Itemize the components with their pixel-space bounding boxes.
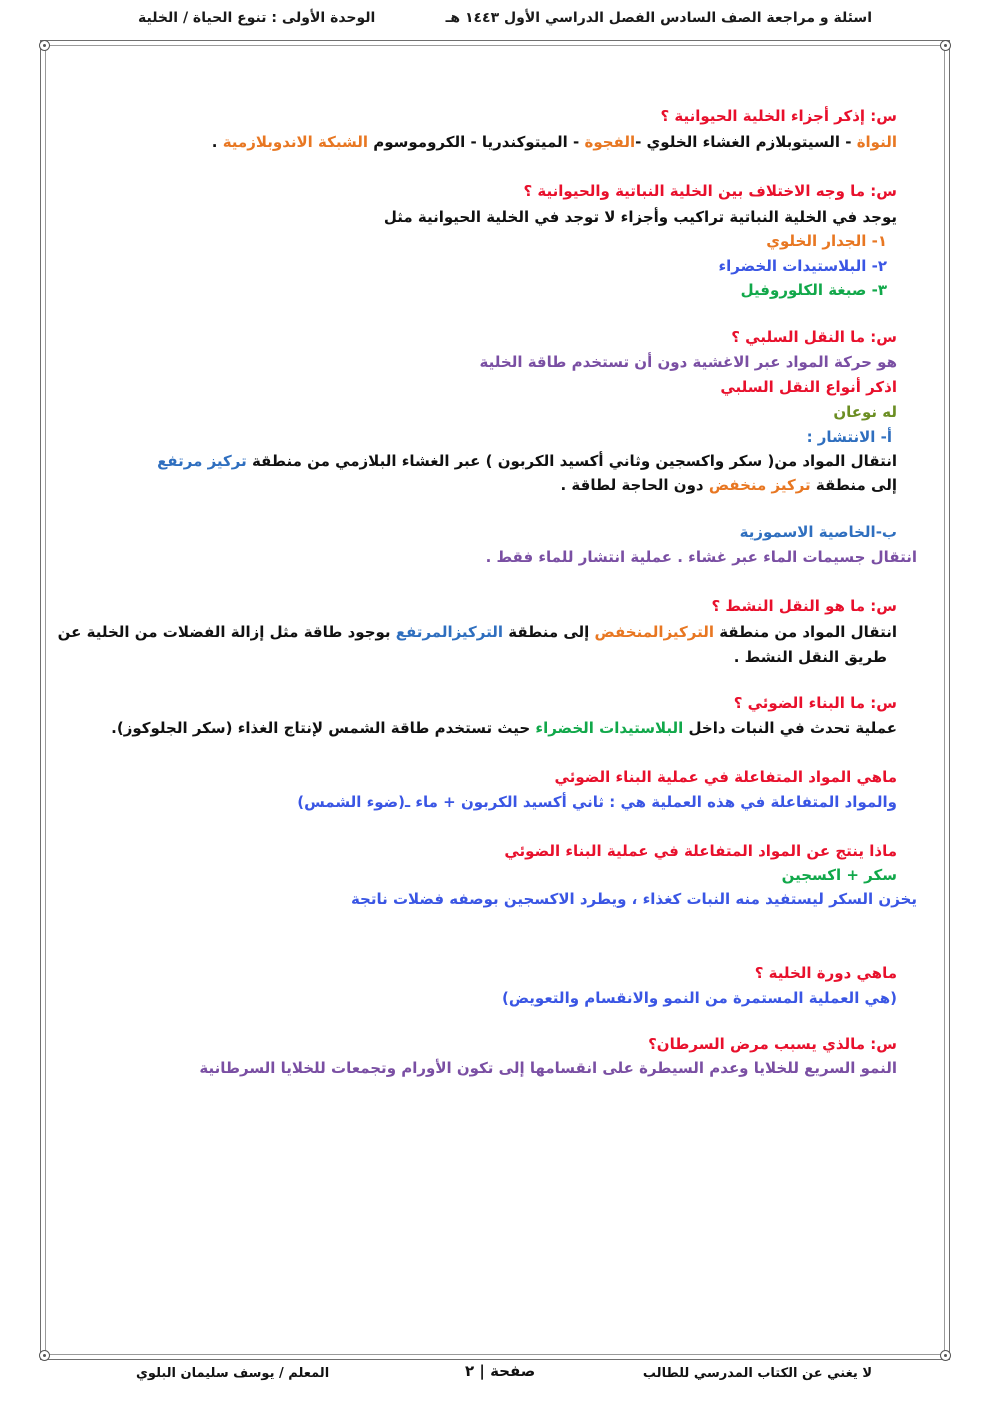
answer-passive-transport: هو حركة المواد عبر الاغشية دون أن تستخدم طاقة الخلية xyxy=(479,353,897,371)
osmosis-definition: انتقال جسيمات الماء عبر غشاء . عملية انتشار للماء فقط . xyxy=(485,548,917,566)
answer-animal-cell-parts xyxy=(212,132,897,152)
diffusion-text: دون الحاجة لطاقة . xyxy=(560,476,709,494)
question-active-transport: س: ما هو النقل النشط ؟ xyxy=(711,597,897,615)
answer-photosynthesis xyxy=(111,718,897,738)
answer-cell-cycle: (هي العملية المستمرة من النمو والانقسام والتعويض) xyxy=(501,989,897,1007)
diffusion-text: إلى منطقة xyxy=(810,476,897,494)
active-text: بوجود طاقة مثل إزالة الفضلات من الخلية عن xyxy=(57,623,396,641)
question-photosynthesis: س: ما البناء الضوئي ؟ xyxy=(733,694,897,712)
term-low-concentration: التركيزالمنخفض xyxy=(594,623,714,641)
question-cell-cycle: ماهي دورة الخلية ؟ xyxy=(754,964,897,982)
corner-ornament-top-right xyxy=(940,40,951,51)
answer-cancer-cause: النمو السريع للخلايا وعدم السيطرة على انقسامها إلى تكون الأورام وتجمعات للخلايا السرطانية xyxy=(199,1059,897,1077)
corner-ornament-top-left xyxy=(39,40,50,51)
active-text: انتقال المواد من منطقة xyxy=(713,623,897,641)
answer-intro: يوجد في الخلية النباتية تراكيب وأجزاء لا توجد في الخلية الحيوانية مثل xyxy=(383,208,897,226)
active-transport-line-1 xyxy=(58,622,897,642)
list-item-cell-wall: ١- الجدار الخلوي xyxy=(766,232,887,250)
question-products: ماذا ينتج عن المواد المتفاعلة في عملية البناء الضوئي xyxy=(504,842,897,860)
header-unit: الوحدة الأولى : تنوع الحياة / الخلية xyxy=(138,10,376,26)
list-item-chlorophyll: ٣- صبغة الكلوروفيل xyxy=(740,281,887,299)
answer-text: . xyxy=(211,133,223,151)
header-title: اسئلة و مراجعة الصف السادس الفصل الدراسي الأول ١٤٤٣ هـ xyxy=(445,10,872,26)
diffusion-line-1 xyxy=(157,451,897,471)
active-text: إلى منطقة xyxy=(503,623,595,641)
diffusion-text: انتقال المواد من( سكر واكسجين وثاني أكسيد الكربون ) عبر الغشاء البلازمي من منطقة xyxy=(246,452,897,470)
photosynthesis-text: حيث تستخدم طاقة الشمس لإنتاج الغذاء (سكر الجلوكوز). xyxy=(111,719,536,737)
term-high-concentration: تركيز مرتفع xyxy=(157,452,247,470)
corner-ornament-bottom-left xyxy=(39,1350,50,1361)
term-chloroplasts: البلاستيدات الخضراء xyxy=(535,719,684,737)
answer-text: - السيتوبلازم الغشاء الخلوي - xyxy=(635,133,857,151)
footer-teacher-name: المعلم / يوسف سليمان البلوي xyxy=(136,1366,330,1381)
products-detail: يخزن السكر ليستفيد منه النبات كغذاء ، ويطرد الاكسجين بوصفه فضلات ناتجة xyxy=(350,890,917,908)
type-diffusion-heading: أ- الانتشار : xyxy=(806,428,892,446)
term-endoplasmic-reticulum: الشبكة الاندوبلازمية xyxy=(222,133,369,151)
term-nucleus: النواة xyxy=(856,133,897,151)
corner-ornament-bottom-right xyxy=(940,1350,951,1361)
footer-page-number: صفحة | ٢ xyxy=(465,1362,536,1380)
answer-text: - الميتوكندريا - الكروموسوم xyxy=(368,133,585,151)
term-vacuole: الفجوة xyxy=(584,133,636,151)
subquestion-passive-types: اذكر أنواع النقل السلبي xyxy=(720,378,897,396)
question-plant-vs-animal: س: ما وجه الاختلاف بين الخلية النباتية والحيوانية ؟ xyxy=(523,182,897,200)
question-animal-cell-parts: س: إذكر أجزاء الخلية الحيوانية ؟ xyxy=(660,107,897,125)
answer-two-types: له نوعان xyxy=(833,403,897,421)
answer-reactants: والمواد المتفاعلة في هذه العملية هي : ثاني أكسيد الكربون + ماء ـ(ضوء الشمس) xyxy=(297,793,897,811)
diffusion-line-2 xyxy=(561,475,898,495)
list-item-chloroplasts: ٢- البلاستيدات الخضراء xyxy=(718,257,887,275)
question-reactants: ماهي المواد المتفاعلة في عملية البناء الضوئي xyxy=(554,768,897,786)
footer-disclaimer: لا يغني عن الكتاب المدرسي للطالب xyxy=(642,1366,872,1381)
active-transport-line-2: طريق النقل النشط . xyxy=(733,648,887,666)
term-low-concentration: تركيز منخفض xyxy=(708,476,811,494)
answer-products: سكر + اكسجين xyxy=(781,866,897,884)
question-cancer-cause: س: مالذي يسبب مرض السرطان؟ xyxy=(648,1035,897,1053)
type-osmosis-heading: ب-الخاصية الاسموزية xyxy=(739,523,897,541)
term-high-concentration: التركيزالمرتفع xyxy=(395,623,504,641)
photosynthesis-text: عملية تحدث في النبات داخل xyxy=(683,719,897,737)
question-passive-transport: س: ما النقل السلبي ؟ xyxy=(731,328,897,346)
